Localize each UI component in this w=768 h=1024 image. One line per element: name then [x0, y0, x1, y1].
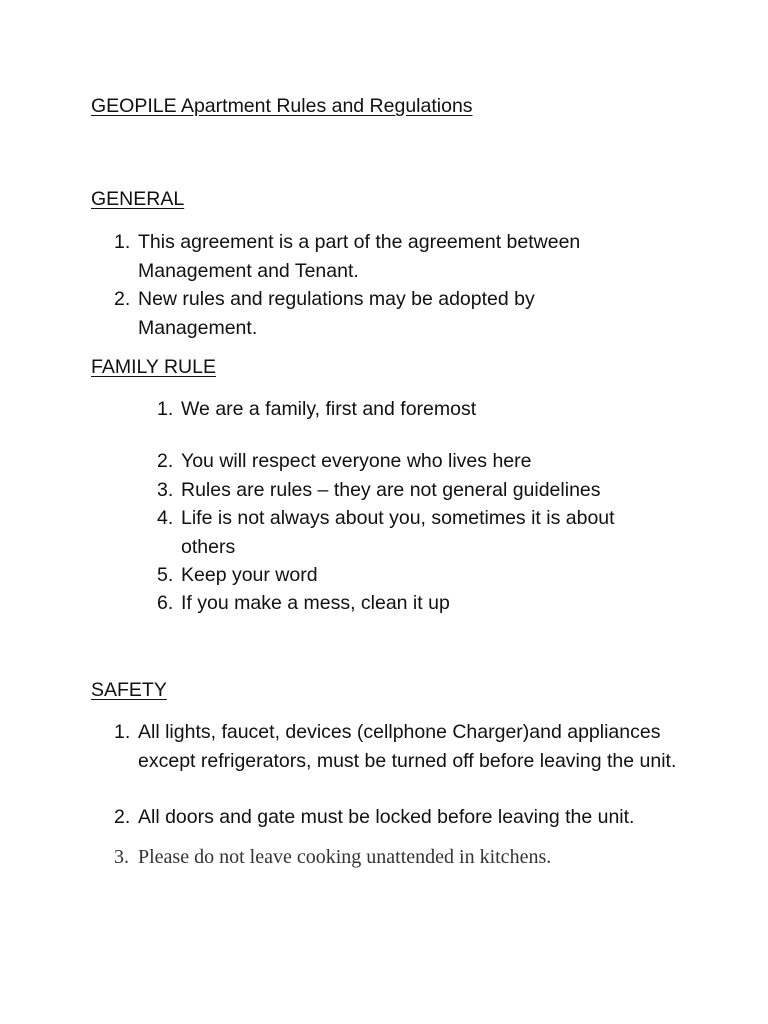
rule-text: If you make a mess, clean it up	[181, 592, 450, 614]
rule-number: 1.	[114, 721, 131, 743]
family-rule-1	[157, 395, 657, 424]
rule-number: 2.	[114, 806, 131, 828]
rule-number: 5.	[157, 564, 174, 586]
rule-number: 4.	[157, 507, 174, 529]
family-rule-2	[157, 447, 657, 476]
rule-text: We are a family, first and foremost	[181, 398, 477, 420]
rule-text: Life is not always about you, sometimes it is about others	[181, 507, 615, 558]
section-heading-general: GENERAL	[91, 188, 185, 210]
rule-text: All lights, faucet, devices (cellphone Charger)and appliances except refrigerators, must be turned off before leaving the unit.	[138, 721, 677, 772]
section-heading-safety: SAFETY	[91, 679, 167, 701]
document-title: GEOPILE Apartment Rules and Regulations	[91, 95, 473, 117]
section-heading-family-rule: FAMILY RULE	[91, 356, 216, 378]
rule-text: All doors and gate must be locked before leaving the unit.	[138, 806, 635, 828]
family-rule-3	[157, 476, 657, 505]
rule-text: Keep your word	[181, 564, 318, 586]
general-rule-2	[114, 285, 574, 342]
family-rule-5	[157, 561, 657, 590]
rule-text: New rules and regulations may be adopted by Management.	[138, 288, 535, 339]
rule-number: 6.	[157, 592, 174, 614]
rule-number: 1.	[114, 231, 131, 253]
rule-number: 1.	[157, 398, 174, 420]
rule-text: You will respect everyone who lives here	[181, 450, 532, 472]
rule-text: Rules are rules – they are not general guidelines	[181, 479, 601, 501]
general-rule-1	[114, 228, 634, 285]
safety-rule-3	[114, 843, 714, 872]
rule-number: 3.	[114, 846, 129, 868]
family-rule-4	[157, 504, 657, 561]
rule-number: 2.	[114, 288, 131, 310]
safety-rule-1	[114, 718, 684, 775]
rule-text: This agreement is a part of the agreement between Management and Tenant.	[138, 231, 581, 282]
safety-rule-2	[114, 803, 714, 832]
rule-number: 3.	[157, 479, 174, 501]
rule-text: Please do not leave cooking unattended in kitchens.	[138, 846, 552, 868]
family-rule-6	[157, 589, 657, 618]
rule-number: 2.	[157, 450, 174, 472]
